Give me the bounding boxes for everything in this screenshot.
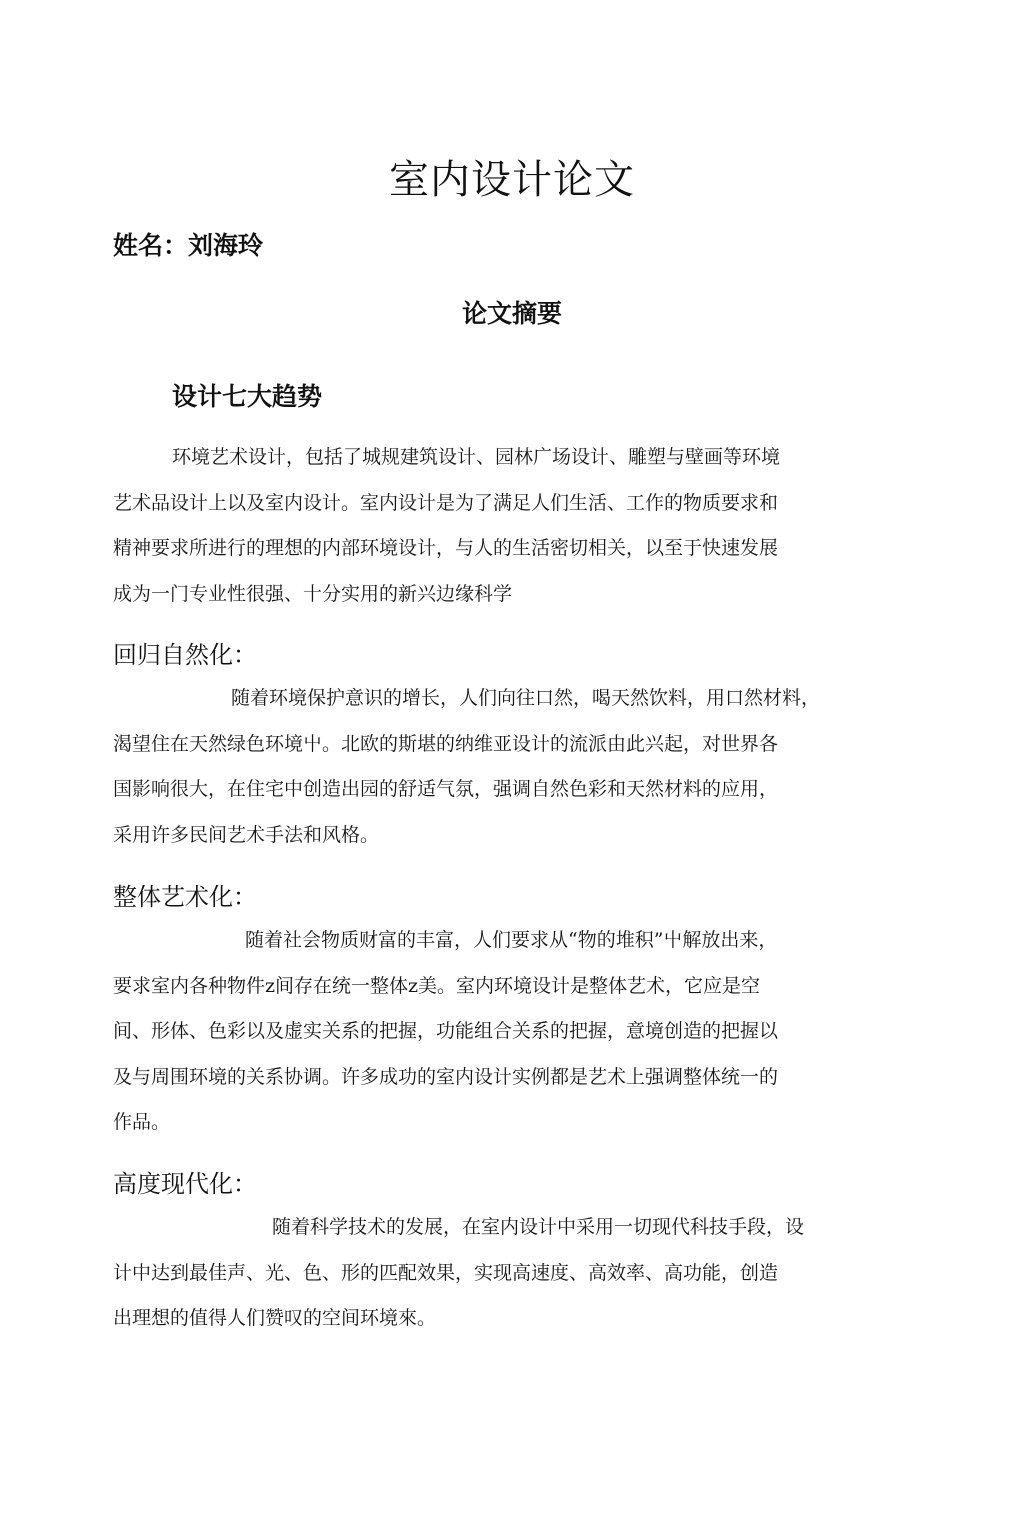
paragraph-line: 随着环境保护意识的增长，人们向往口然，喝天然饮料，用口然材料，: [231, 687, 821, 709]
paragraph-line: 要求室内各种物件z间存在统一整体z美。室内环境设计是整体艺术，它应是空: [113, 974, 761, 997]
abstract-heading: 论文摘要: [461, 299, 562, 328]
paragraph-line: 精神要求所进行的理想的内部环境设计，与人的生活密切相关，以至于快速发展: [113, 537, 779, 559]
author-line: 姓名：刘海玲: [113, 231, 264, 260]
document-title: 室内设计论文: [389, 157, 635, 203]
paragraph-line: 随着科学技术的发展，在室内设计中采用一切现代科技手段，设: [272, 1216, 805, 1238]
paragraph-line: 随着社会物质财富的丰富，人们要求从“物的堆积”屮解放出来，: [245, 929, 778, 951]
intro-paragraph: [113, 435, 903, 617]
paragraph-line: 作品。: [113, 1111, 171, 1133]
paragraph-line: 出理想的值得人们赞叹的空间环境來。: [113, 1307, 437, 1329]
paragraph-line: 计中达到最佳声、光、色、形的匹配效果，实现高速度、高效率、高功能，创造: [113, 1261, 779, 1284]
paragraph-line: 国影响很大，在住宅中创造出园的舒适气氛，强调自然色彩和天然材料的应用，: [113, 778, 779, 800]
paragraph-line: 环境艺术设计，包括了城规建筑设计、园林广场设计、雕塑与壁画等环境: [172, 446, 781, 468]
section-heading-modern: 高度现代化：: [113, 1170, 257, 1198]
trends-heading: 设计七大趋势: [172, 382, 323, 411]
section-heading-holistic: 整体艺术化：: [113, 883, 257, 911]
paragraph-line: 及与周围环境的关系协调。许多成功的室内设计实例都是艺术上强调整体统一的: [113, 1065, 779, 1088]
section-paragraph-nature: [113, 676, 903, 858]
paragraph-line: 成为一门专业性很强、十分实用的新兴边缘科学: [113, 582, 513, 605]
paragraph-line: 采用许多民间艺术手法和风格。: [113, 823, 380, 846]
section-paragraph-holistic: [113, 918, 903, 1146]
paragraph-line: 渴望住在天然绿色环境屮。北欧的斯堪的纳维亚设计的流派由此兴起，对世界各: [113, 732, 779, 755]
section-heading-nature: 回归自然化：: [113, 641, 257, 669]
paragraph-line: 艺术品设计上以及室内设计。室内设计是为了满足人们生活、工作的物质要求和: [113, 491, 779, 514]
paragraph-line: 间、形体、色彩以及虚实关系的把握，功能组合关系的把握，意境创造的把握以: [113, 1020, 779, 1042]
section-paragraph-modern: [113, 1205, 903, 1342]
